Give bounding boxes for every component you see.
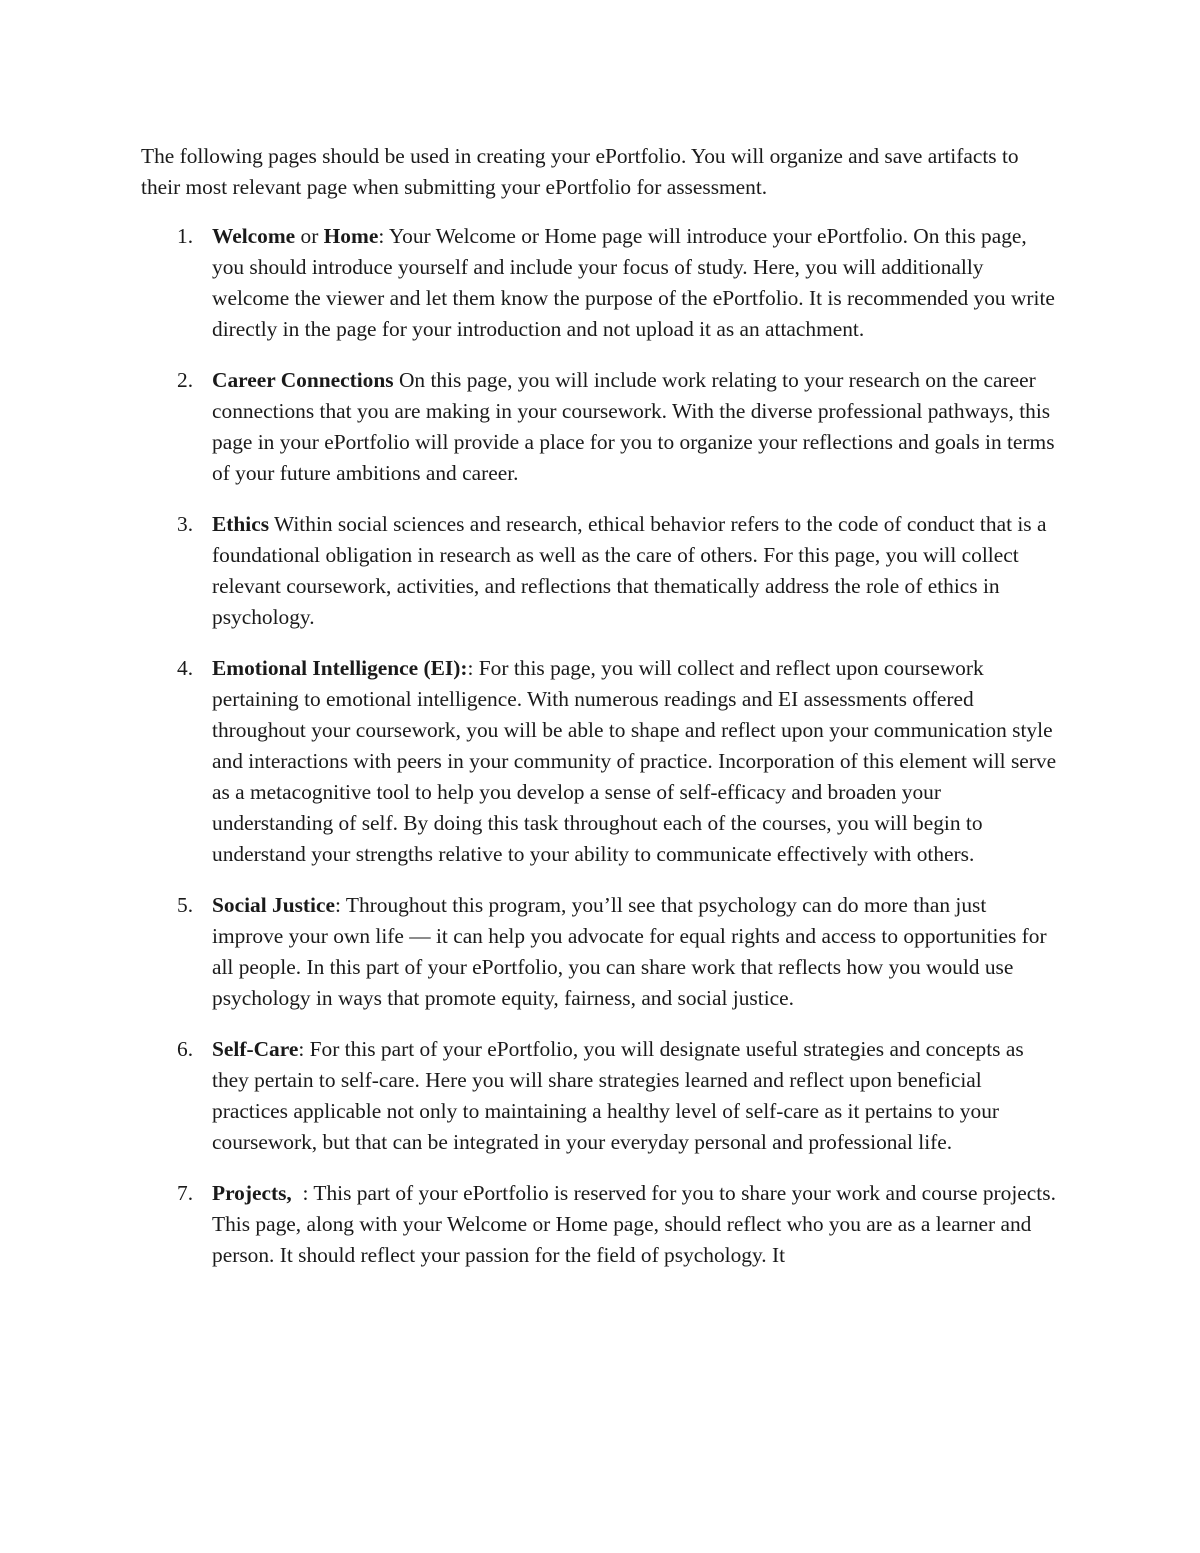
item-description: : For this page, you will collect and reflect upon coursework pertaining to emotional intelligence. With numerous readings and EI assessments offered throughout your coursework, you will be able to shape and reflect upon your communication style and interactions with peers in your community of practice. Incorporation of this element will serve as a metacognitive tool to help you develop a sense of self-efficacy and broaden your understanding of self. By doing this task throughout each of the courses, you will begin to understand your strengths relative to your ability to communicate effectively with others.: [212, 656, 1057, 866]
list-item-social-justice: [141, 890, 1061, 1014]
term-welcome: Welcome: [212, 224, 296, 248]
list-number: 4.: [177, 656, 194, 680]
term-emotional-intelligence: Emotional Intelligence (EI):: [212, 656, 468, 680]
list-item-welcome: [141, 221, 1061, 345]
item-description: : This part of your ePortfolio is reserved for you to share your work and course projects. This page, along with your Welcome or Home page, should reflect who you are as a learner and person. It should reflect your passion for the field of psychology. It: [212, 1181, 1061, 1267]
item-description: On this page, you will include work relating to your research on the career connections that you are making in your coursework. With the diverse professional pathways, this page in your ePortfolio will provide a place for you to organize your reflections and goals in terms of your future ambitions and career.: [212, 368, 1055, 485]
list-item-self-care: [141, 1034, 1061, 1158]
eportfolio-pages-list: [141, 221, 1061, 1291]
item-description: : Throughout this program, you’ll see that psychology can do more than just improve your own life — it can help you advocate for equal rights and access to opportunities for all people. In this part of your ePortfolio, you can share work that reflects how you would use psychology in ways that promote equity, fairness, and social justice.: [212, 893, 1047, 1010]
term-projects: Projects,: [212, 1181, 292, 1205]
intro-paragraph: The following pages should be used in creating your ePortfolio. You will organize and save artifacts to their most relevant page when submitting your ePortfolio for assessment.: [141, 144, 1019, 199]
list-number: 5.: [177, 893, 194, 917]
list-item-career-connections: [141, 365, 1061, 489]
term-self-care: Self-Care: [212, 1037, 299, 1061]
term-home: Home: [323, 224, 379, 248]
term-ethics: Ethics: [212, 512, 270, 536]
list-item-projects: [141, 1178, 1061, 1271]
list-item-emotional-intelligence: [141, 653, 1061, 870]
list-number: 2.: [177, 368, 194, 392]
list-number: 3.: [177, 512, 194, 536]
list-item-ethics: [141, 509, 1061, 633]
term-connector: or: [295, 224, 324, 248]
term-career-connections: Career Connections: [212, 368, 394, 392]
item-description: Within social sciences and research, ethical behavior refers to the code of conduct that is a foundational obligation in research as well as the care of others. For this page, you will collect relevant coursework, activities, and reflections that thematically address the role of ethics in psychology.: [212, 512, 1047, 629]
item-description: : Your Welcome or Home page will introduce your ePortfolio. On this page, you should introduce yourself and include your focus of study. Here, you will additionally welcome the viewer and let them know the purpose of the ePortfolio. It is recommended you write directly in the page for your introduction and not upload it as an attachment.: [212, 224, 1055, 341]
item-description: : For this part of your ePortfolio, you will designate useful strategies and concepts as they pertain to self-care. Here you will share strategies learned and reflect upon beneficial practices applicable not only to maintaining a healthy level of self-care as it pertains to your coursework, but that can be integrated in your everyday personal and professional life.: [212, 1037, 1024, 1154]
term-social-justice: Social Justice: [212, 893, 335, 917]
list-number: 6.: [177, 1037, 194, 1061]
list-number: 1.: [177, 224, 194, 248]
list-number: 7.: [177, 1181, 194, 1205]
